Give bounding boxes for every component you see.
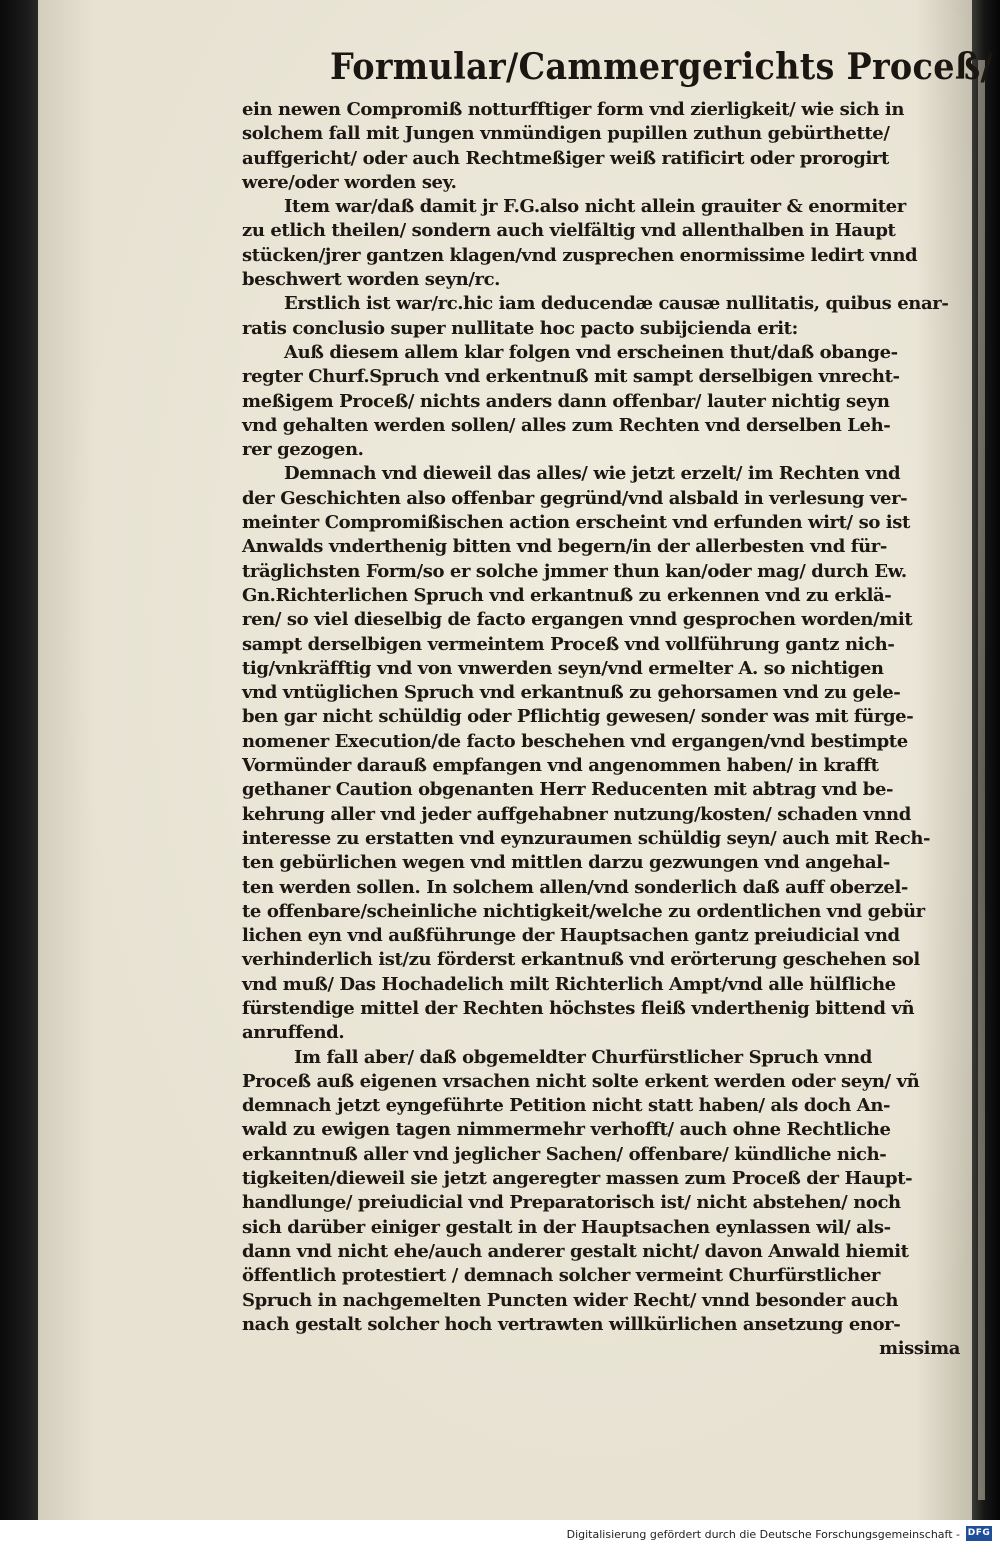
funding-notice: Digitalisierung gefördert durch die Deutsche Forschungsgemeinschaft - xyxy=(566,1528,960,1541)
text-line: ratis conclusio super nullitate hoc pacto subijcienda erit: xyxy=(242,317,798,339)
text-line: verhinderlich ist/zu förderst erkantnuß vnd erörterung geschehen sol xyxy=(242,949,920,971)
footer-bar xyxy=(0,1520,1000,1549)
text-line: Item war/daß damit jr F.G.also nicht allein grauiter & enormiter xyxy=(284,196,906,218)
text-line: erkanntnuß aller vnd jeglicher Sachen/ offenbare/ kündliche nich- xyxy=(242,1143,887,1165)
text-line: meinter Compromißischen action erscheint vnd erfunden wirt/ so ist xyxy=(242,512,910,534)
running-heading: Formular/Cammergerichts Proceß/ xyxy=(330,46,994,88)
text-line: Proceß auß eigenen vrsachen nicht solte erkent werden oder seyn/ vñ xyxy=(242,1070,920,1092)
text-line: wald zu ewigen tagen nimmermehr verhofft/ auch ohne Rechtliche xyxy=(242,1119,891,1141)
text-line: meßigem Proceß/ nichts anders dann offenbar/ lauter nichtig seyn xyxy=(242,390,890,412)
text-line: ben gar nicht schüldig oder Pflichtig gewesen/ sonder was mit fürge- xyxy=(242,706,914,728)
body-text xyxy=(242,98,964,1361)
text-line: kehrung aller vnd jeder auffgehabner nutzung/kosten/ schaden vnnd xyxy=(242,803,911,825)
text-line: regter Churf.Spruch vnd erkentnuß mit sampt derselbigen vnrecht- xyxy=(242,366,900,388)
text-line: were/oder worden sey. xyxy=(242,171,457,193)
text-line: missima xyxy=(879,1338,960,1360)
dfg-logo: DFG xyxy=(966,1526,992,1541)
gutter-strip xyxy=(978,60,985,1500)
text-line: träglichsten Form/so er solche jmmer thun kan/oder mag/ durch Ew. xyxy=(242,560,907,582)
text-line: tigkeiten/dieweil sie jetzt angeregter massen zum Proceß der Haupt- xyxy=(242,1168,913,1190)
text-line: Anwalds vnderthenig bitten vnd begern/in der allerbesten vnd für- xyxy=(242,536,887,558)
text-line: solchem fall mit Jungen vnmündigen pupillen zuthun gebürthette/ xyxy=(242,123,890,145)
text-line: lichen eyn vnd außführunge der Hauptsachen gantz preiudicial vnd xyxy=(242,925,900,947)
text-line: interesse zu erstatten vnd eynzuraumen schüldig seyn/ auch mit Rech- xyxy=(242,827,931,849)
text-line: anruffend. xyxy=(242,1022,345,1044)
text-line: vnd gehalten werden sollen/ alles zum Rechten vnd derselben Leh- xyxy=(242,414,891,436)
text-line: sampt derselbigen vermeintem Proceß vnd vollführung gantz nich- xyxy=(242,633,895,655)
text-line: tig/vnkräfftig vnd von vnwerden seyn/vnd ermelter A. so nichtigen xyxy=(242,657,884,679)
text-line: vnd vntüglichen Spruch vnd erkantnuß zu gehorsamen vnd zu gele- xyxy=(242,682,901,704)
text-line: nach gestalt solcher hoch vertrawten willkürlichen ansetzung enor- xyxy=(242,1313,901,1335)
text-line: demnach jetzt eyngeführte Petition nicht statt haben/ als doch An- xyxy=(242,1095,891,1117)
text-line: ten gebürlichen wegen vnd mittlen darzu gezwungen vnd angehal- xyxy=(242,852,890,874)
text-line: beschwert worden seyn/rc. xyxy=(242,269,501,291)
text-line: stücken/jrer gantzen klagen/vnd zusprechen enormissime ledirt vnnd xyxy=(242,244,918,266)
text-line: fürstendige mittel der Rechten höchstes fleiß vnderthenig bittend vñ xyxy=(242,997,915,1019)
text-line: te offenbare/scheinliche nichtigkeit/welche zu ordentlichen vnd gebür xyxy=(242,900,925,922)
text-line: Spruch in nachgemelten Puncten wider Recht/ vnnd besonder auch xyxy=(242,1289,899,1311)
text-line: handlunge/ preiudicial vnd Preparatorisch ist/ nicht abstehen/ noch xyxy=(242,1192,901,1214)
text-line: nomener Execution/de facto beschehen vnd ergangen/vnd bestimpte xyxy=(242,730,908,752)
text-line: der Geschichten also offenbar gegründ/vnd alsbald in verlesung ver- xyxy=(242,487,908,509)
text-line: Erstlich ist war/rc.hic iam deducendæ causæ nullitatis, quibus enar- xyxy=(284,293,949,315)
text-line: Auß diesem allem klar folgen vnd erscheinen thut/daß obange- xyxy=(284,341,898,363)
text-line: öffentlich protestiert / demnach solcher vermeint Churfürstlicher xyxy=(242,1265,880,1287)
text-line: ten werden sollen. In solchem allen/vnd sonderlich daß auff oberzel- xyxy=(242,876,908,898)
text-line: vnd muß/ Das Hochadelich milt Richterlich Ampt/vnd alle hülfliche xyxy=(242,973,896,995)
text-line: sich darüber einiger gestalt in der Hauptsachen eynlassen wil/ als- xyxy=(242,1216,891,1238)
scan-left-border xyxy=(0,0,38,1520)
text-line: Demnach vnd dieweil das alles/ wie jetzt erzelt/ im Rechten vnd xyxy=(284,463,901,485)
text-line: rer gezogen. xyxy=(242,439,364,461)
text-line: Vormünder darauß empfangen vnd angenommen haben/ in krafft xyxy=(242,755,879,777)
text-line: Gn.Richterlichen Spruch vnd erkantnuß zu erkennen vnd zu erklä- xyxy=(242,584,892,606)
text-line: ein newen Compromiß notturfftiger form vnd zierligkeit/ wie sich in xyxy=(242,99,905,120)
book-gutter xyxy=(972,0,1000,1520)
text-line: gethaner Caution obgenanten Herr Reducenten mit abtrag vnd be- xyxy=(242,779,894,801)
text-line: Im fall aber/ daß obgemeldter Churfürstlicher Spruch vnnd xyxy=(294,1046,872,1068)
text-line: zu etlich theilen/ sondern auch vielfältig vnd allenthalben in Haupt xyxy=(242,220,896,242)
text-line: ren/ so viel dieselbig de facto ergangen vnnd gesprochen worden/mit xyxy=(242,609,913,631)
text-line: dann vnd nicht ehe/auch anderer gestalt nicht/ davon Anwald hiemit xyxy=(242,1240,909,1262)
text-line: auffgericht/ oder auch Rechtmeßiger weiß ratificirt oder prorogirt xyxy=(242,147,889,169)
